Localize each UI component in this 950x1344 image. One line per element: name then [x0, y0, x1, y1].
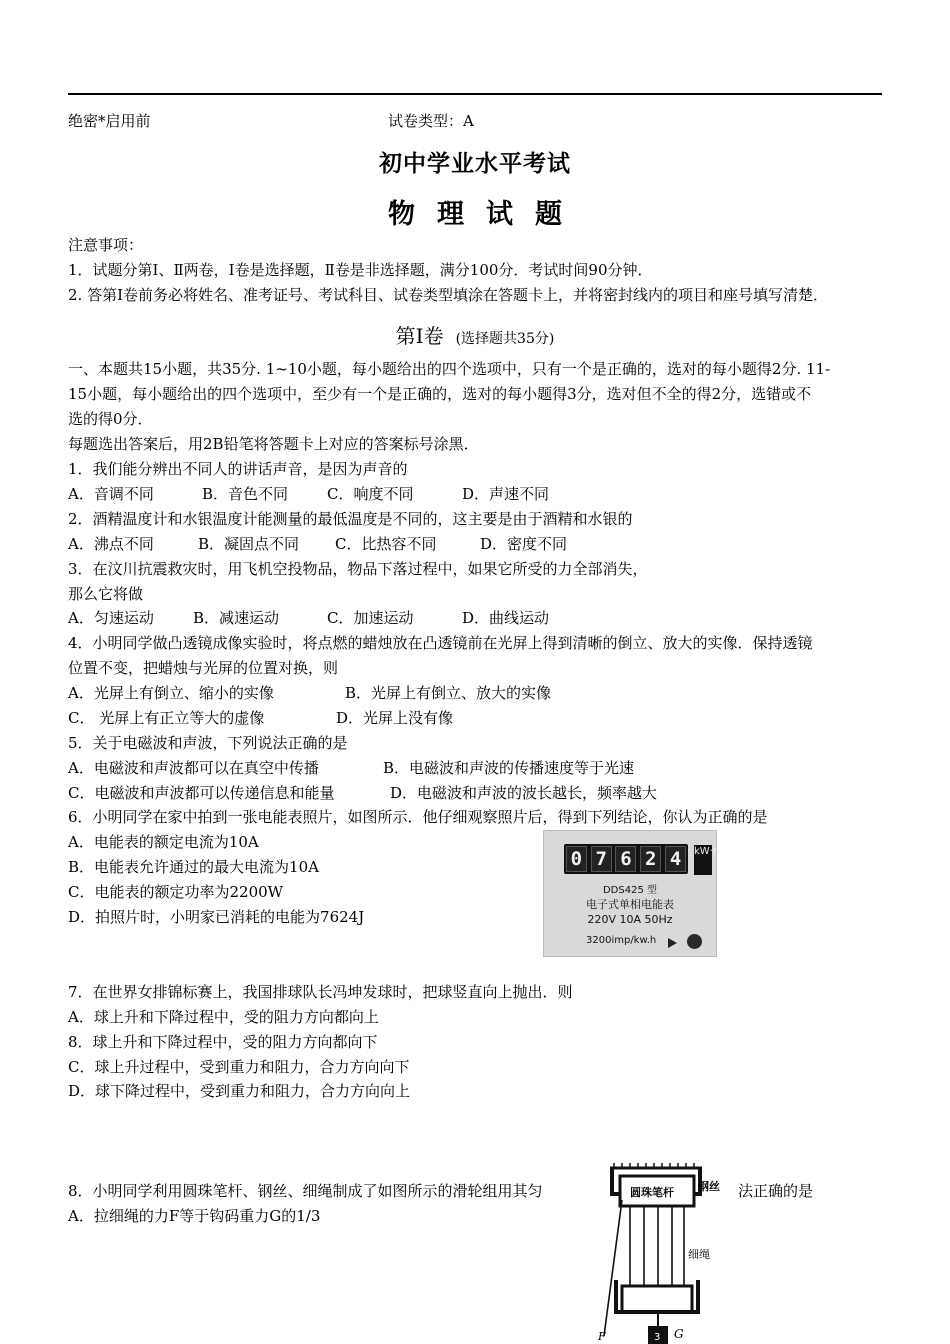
volume-heading [0, 320, 950, 349]
q7-option-a: A．球上升和下降过程中，受的阻力方向都向上 [68, 1008, 379, 1026]
q3-option-c: C．加速运动 [327, 609, 414, 627]
meter-constant: 3200imp/kw.h [586, 935, 657, 946]
top-rule [68, 93, 882, 95]
q6-option-a: A．电能表的额定电流为10A [68, 833, 259, 851]
q1-stem: 1．我们能分辨出不同人的讲话声音，是因为声音的 [68, 460, 408, 478]
notes-item-2: 2. 答第Ⅰ卷前务必将姓名、准考证号、考试科目、试卷类型填涂在答题卡上，并将密封线内的项目和座号填写清楚． [68, 286, 829, 304]
q7-option-c: C．球上升过程中，受到重力和阻力，合力方向向下 [68, 1058, 410, 1076]
q4-option-c: C． 光屏上有正立等大的虚像 [68, 709, 265, 727]
weight-number-label: 3 [654, 1332, 661, 1343]
meter-digit: 6 [615, 846, 636, 872]
q5-stem: 5．关于电磁波和声波，下列说法正确的是 [68, 734, 348, 752]
steel-label: 钢丝 [698, 1180, 720, 1193]
meter-digit: 4 [665, 846, 686, 872]
q5-option-d: D．电磁波和声波的波长越长，频率越大 [390, 784, 658, 802]
q4-stem-line2: 位置不变，把蜡烛与光屏的位置对换，则 [68, 659, 339, 677]
q4-option-b: B．光屏上有倒立、放大的实像 [345, 684, 552, 702]
q8-stem-part1: 8．小明同学利用圆珠笔杆、钢丝、细绳制成了如图所示的滑轮组用其匀 [68, 1182, 543, 1200]
force-f-label: F [598, 1330, 606, 1343]
pulley-figure [598, 1160, 740, 1344]
pen-label: 圆珠笔杆 [630, 1186, 674, 1199]
q3-option-b: B．减速运动 [193, 609, 280, 627]
exam-title: 初中学业水平考试 [379, 150, 571, 177]
q6-option-c: C．电能表的额定功率为2200W [68, 883, 284, 901]
instruction-line: 选的得0分． [68, 410, 153, 428]
q6-option-d: D．拍照片时，小明家已消耗的电能为7624J [68, 908, 365, 926]
notes-item-1: 1．试题分第Ⅰ、Ⅱ两卷，Ⅰ卷是选择题，Ⅱ卷是非选择题，满分100分．考试时间90分钟． [68, 261, 653, 279]
meter-digit: 2 [640, 846, 661, 872]
q3-stem-line1: 3．在汶川抗震救灾时，用飞机空投物品，物品下落过程中，如果它所受的力全部消失， [68, 560, 648, 578]
q1-option-d: D．声速不同 [462, 485, 550, 503]
q2-option-c: C．比热容不同 [335, 535, 437, 553]
q2-option-a: A．沸点不同 [68, 535, 154, 553]
meter-unit: kW·h [694, 845, 712, 875]
q4-option-d: D．光屏上没有像 [336, 709, 454, 727]
volume-title: 第Ⅰ卷 [395, 324, 444, 348]
subject-title: 物理试题 [388, 199, 584, 230]
q2-option-d: D．密度不同 [480, 535, 568, 553]
confidential-label: 绝密*启用前 [68, 112, 151, 130]
meter-model: DDS425 型 [602, 885, 657, 896]
instruction-line: 一、本题共15小题，共35分. 1~10小题，每小题给出的四个选项中，只有一个是正确的，选对的每小题得2分. 11- [68, 360, 831, 378]
paper-type-label: 试卷类型：A [388, 112, 474, 130]
q4-stem-line1: 4．小明同学做凸透镜成像实验时，将点燃的蜡烛放在凸透镜前在光屏上得到清晰的倒立、放大的实像．保持透镜 [68, 634, 813, 652]
rope-label: 细绳 [688, 1248, 710, 1261]
weight-g-label: G [674, 1327, 684, 1341]
q5-option-a: A．电磁波和声波都可以在真空中传播 [68, 759, 319, 777]
q7-option-d: D．球下降过程中，受到重力和阻力，合力方向向上 [68, 1082, 411, 1100]
notes-label: 注意事项： [68, 236, 144, 254]
pulse-light-icon [687, 934, 702, 949]
q5-option-c: C．电磁波和声波都可以传递信息和能量 [68, 784, 335, 802]
rope-strands [604, 1200, 684, 1336]
q3-option-d: D．曲线运动 [462, 609, 550, 627]
q3-option-a: A．匀速运动 [68, 609, 154, 627]
meter-digit: 0 [566, 846, 587, 872]
meter-name: 电子式单相电能表 [586, 898, 674, 911]
q2-option-b: B．凝固点不同 [198, 535, 300, 553]
electric-meter-photo [543, 830, 720, 957]
q7-stem: 7．在世界女排锦标赛上，我国排球队长冯坤发球时，把球竖直向上抛出．则 [68, 983, 573, 1001]
meter-digit: 7 [591, 846, 612, 872]
lower-pen-barrel [622, 1286, 692, 1312]
volume-subtitle: (选择题共35分) [455, 331, 555, 347]
q6-option-b: B．电能表允许通过的最大电流为10A [68, 858, 319, 876]
q1-option-a: A．音调不同 [68, 485, 154, 503]
q3-stem-line2: 那么它将做 [68, 585, 144, 603]
q8-stem-part2: 法正确的是 [738, 1182, 814, 1200]
meter-rating: 220V 10A 50Hz [587, 913, 673, 926]
q8-option-a: A．拉细绳的力F等于钩码重力G的1/3 [68, 1207, 321, 1225]
instruction-line: 每题选出答案后，用2B铅笔将答题卡上对应的答案标号涂黑． [68, 435, 479, 453]
instruction-line: 15小题，每小题给出的四个选项中，至少有一个是正确的，选对的每小题得3分，选对但不全的得2分，选错或不 [68, 385, 812, 403]
q5-option-b: B．电磁波和声波的传播速度等于光速 [383, 759, 635, 777]
q1-option-b: B．音色不同 [202, 485, 289, 503]
meter-counter [564, 844, 688, 874]
q1-option-c: C．响度不同 [327, 485, 414, 503]
q2-stem: 2．酒精温度计和水银温度计能测量的最低温度是不同的，这主要是由于酒精和水银的 [68, 510, 633, 528]
q6-stem: 6．小明同学在家中拍到一张电能表照片，如图所示．他仔细观察照片后，得到下列结论，你认为正确的是 [68, 808, 768, 826]
arrow-icon [668, 938, 677, 948]
q7-option-b: 8．球上升和下降过程中，受的阻力方向都向下 [68, 1033, 378, 1051]
q4-option-a: A．光屏上有倒立、缩小的实像 [68, 684, 274, 702]
